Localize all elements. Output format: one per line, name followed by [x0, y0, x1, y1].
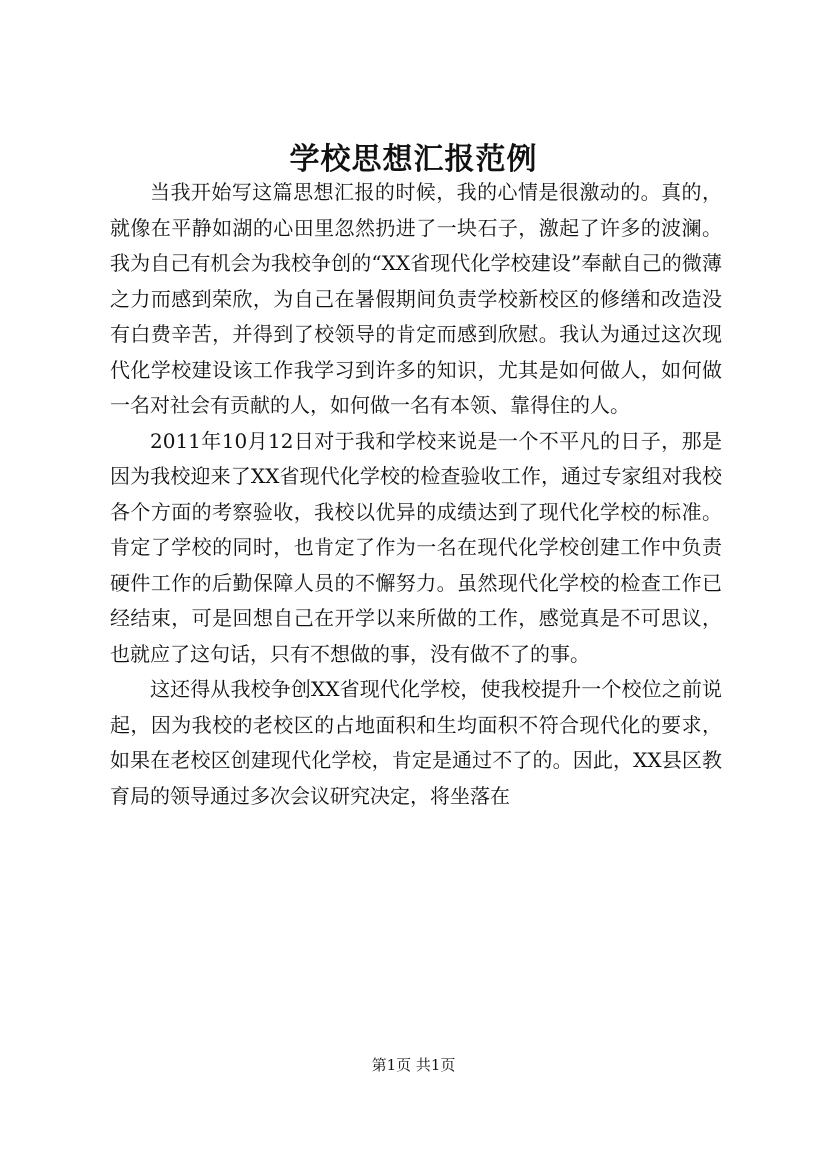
document-body — [110, 175, 722, 814]
paragraph-3: 这还得从我校争创XX省现代化学校，使我校提升一个校位之前说起，因为我校的老校区的占地面积和生均面积不符合现代化的要求，如果在老校区创建现代化学校，肯定是通过不了的。因此，XX县区教育局的领导通过多次会议研究决定，将坐落在 — [110, 677, 722, 808]
document-title: 学校思想汇报范例 — [289, 142, 538, 177]
page-footer: 第1页 共1页 — [371, 1056, 456, 1074]
paragraph-2: 2011年10月12日对于我和学校来说是一个不平凡的日子，那是因为我校迎来了XX省现代化学校的检查验收工作，通过专家组对我校各个方面的考察验收，我校以优异的成绩达到了现代化学校的标准。肯定了学校的同时，也肯定了作为一名在现代化学校创建工作中负责硬件工作的后勤保障人员的不懈努力。虽然现代化学校的检查工作已经结束，可是回想自己在开学以来所做的工作，感觉真是不可思议，也就应了这句话，只有不想做的事，没有做不了的事。 — [110, 428, 722, 666]
paragraph-1: 当我开始写这篇思想汇报的时候，我的心情是很激动的。真的，就像在平静如湖的心田里忽然扔进了一块石子，激起了许多的波澜。我为自己有机会为我校争创的“XX省现代化学校建设”奉献自己的微薄之力而感到荣欣，为自己在暑假期间负责学校新校区的修缮和改造没有白费辛苦，并得到了校领导的肯定而感到欣慰。我认为通过这次现代化学校建设该工作我学习到许多的知识，尤其是如何做人，如何做一名对社会有贡献的人，如何做一名有本领、靠得住的人。 — [110, 180, 722, 417]
